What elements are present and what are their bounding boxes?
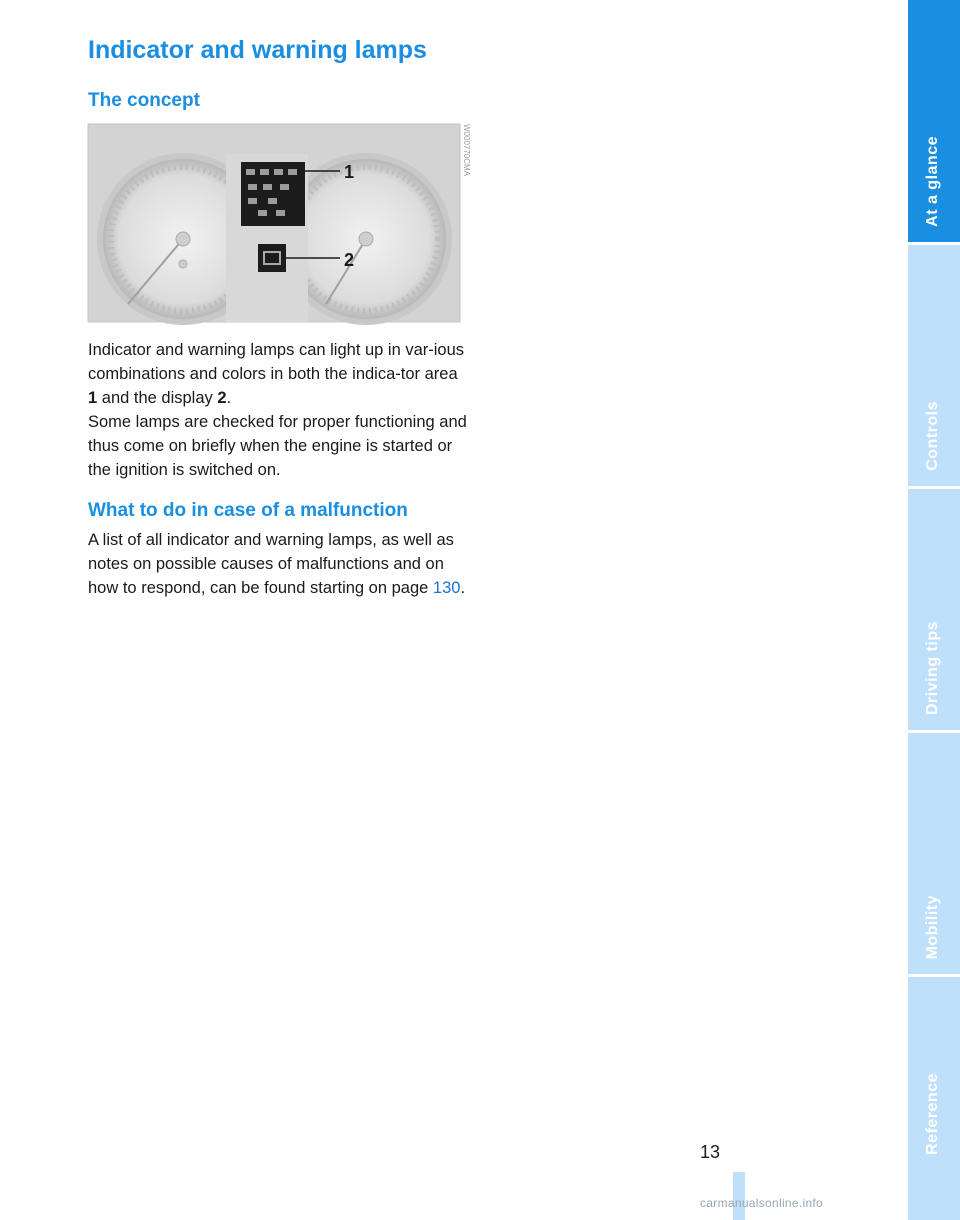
para1-num2: 2 bbox=[217, 389, 227, 407]
malf-text-a: A list of all indicator and warning lamps, as well as notes on possible causes of malfunctions and on how to respond, can be found starting on page bbox=[88, 531, 454, 597]
instrument-cluster-illustration bbox=[88, 124, 471, 322]
tab-reference[interactable] bbox=[908, 977, 960, 1220]
concept-paragraph-1 bbox=[88, 338, 468, 410]
section-heading-concept: The concept bbox=[88, 90, 200, 111]
callout-1: 1 bbox=[344, 162, 355, 182]
tab-label: At a glance bbox=[924, 136, 941, 227]
malfunction-paragraph bbox=[88, 528, 468, 600]
display-area bbox=[258, 244, 286, 272]
tab-driving-tips[interactable] bbox=[908, 489, 960, 730]
tab-at-a-glance[interactable] bbox=[908, 0, 960, 242]
tab-label: Driving tips bbox=[924, 620, 941, 715]
concept-paragraph-2: Some lamps are checked for proper functioning and thus come on briefly when the engine is started or the ignition is switched on. bbox=[88, 413, 467, 479]
tab-mobility[interactable] bbox=[908, 733, 960, 974]
footer-watermark: carmanualsonline.info bbox=[700, 1196, 824, 1210]
para1-text-a: Indicator and warning lamps can light up in var-ious combinations and colors in both the indica-tor area bbox=[88, 341, 465, 383]
para1-text-b: and the display bbox=[97, 389, 218, 407]
page-title: Indicator and warning lamps bbox=[88, 36, 427, 64]
para1-text-c: . bbox=[226, 389, 232, 407]
instrument-cluster-figure bbox=[88, 124, 471, 322]
para1-num1: 1 bbox=[88, 389, 98, 407]
tab-controls[interactable] bbox=[908, 245, 960, 486]
malf-text-b: . bbox=[460, 579, 466, 597]
callout-2: 2 bbox=[344, 250, 355, 270]
tab-label: Reference bbox=[924, 1073, 941, 1155]
chapter-tabs bbox=[908, 0, 960, 1220]
tab-label: Mobility bbox=[924, 894, 941, 959]
section-heading-malfunction: What to do in case of a malfunction bbox=[88, 500, 408, 521]
page-number: 13 bbox=[700, 1142, 721, 1162]
tab-label: Controls bbox=[924, 401, 941, 471]
page-130-link[interactable]: 130 bbox=[432, 579, 461, 597]
figure-code: W000770CMA bbox=[462, 124, 471, 177]
